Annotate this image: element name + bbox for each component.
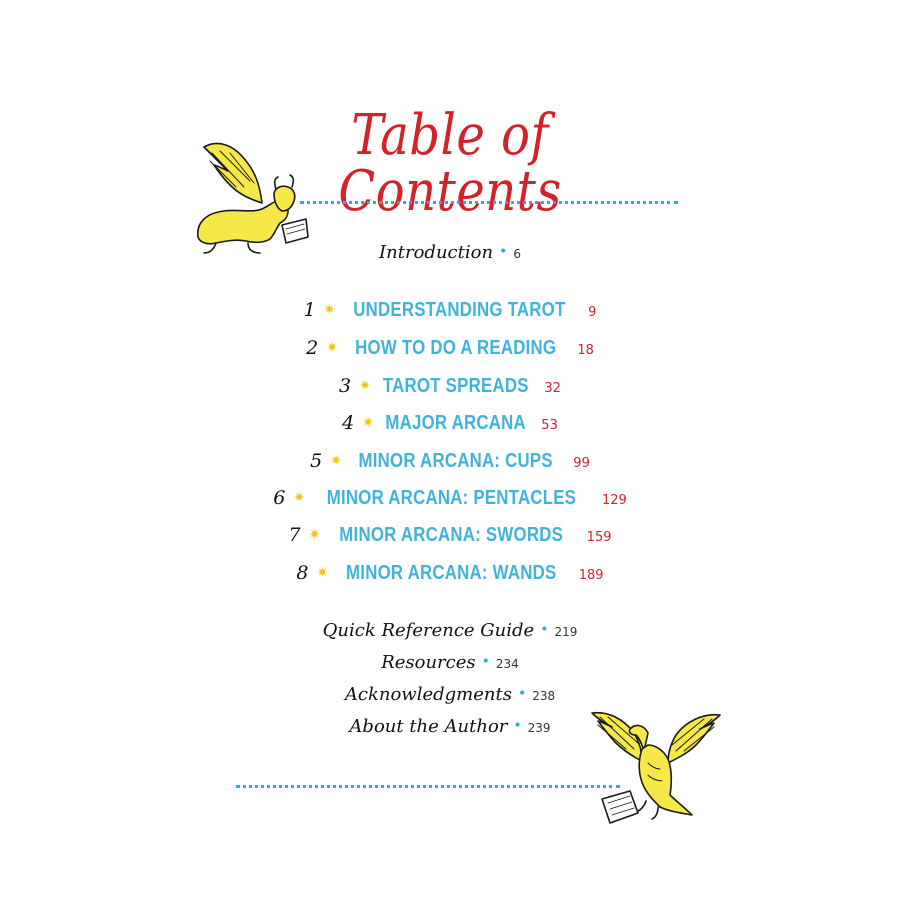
back-matter-page: 238 [532, 689, 556, 703]
introduction-page: 6 [513, 247, 521, 261]
back-matter-label: Resources [381, 652, 476, 673]
chapter-title: MINOR ARCANA: PENTACLES [326, 487, 577, 509]
star-icon: ✷ [326, 340, 338, 356]
introduction-label: Introduction [379, 242, 494, 263]
toc-chapter-row[interactable] [150, 562, 750, 585]
chapter-number: 3 [339, 375, 352, 397]
bottom-dotted-divider [236, 785, 620, 788]
chapter-number: 5 [310, 450, 323, 472]
chapter-page: 129 [601, 493, 627, 508]
back-matter-label: About the Author [349, 716, 508, 737]
toc-chapter-row[interactable] [150, 487, 750, 510]
chapter-page: 159 [586, 530, 612, 545]
chapter-title: TAROT SPREADS [382, 375, 529, 397]
toc-chapter-row[interactable] [150, 337, 750, 360]
back-matter-page: 234 [495, 657, 519, 671]
back-matter-separator: • [513, 718, 522, 734]
chapter-page: 32 [544, 381, 561, 396]
star-icon: ✷ [362, 415, 374, 431]
chapter-title: UNDERSTANDING TAROT [353, 299, 566, 321]
toc-chapter-row[interactable] [150, 524, 750, 547]
chapter-number: 2 [306, 337, 319, 359]
back-matter-label: Quick Reference Guide [322, 620, 535, 641]
back-matter-separator: • [481, 654, 490, 670]
chapter-number: 4 [342, 412, 355, 434]
page-title: Table of Contents [338, 103, 562, 224]
star-icon: ✷ [323, 302, 336, 318]
chapter-number: 7 [288, 524, 301, 546]
toc-chapter-row[interactable] [150, 375, 750, 398]
chapter-page: 53 [541, 418, 558, 433]
chapter-page: 9 [588, 305, 597, 320]
star-icon: ✷ [359, 378, 371, 394]
eagle-with-book-icon [588, 703, 723, 828]
chapter-number: 6 [273, 487, 286, 509]
chapter-number: 8 [296, 562, 309, 584]
chapter-page: 189 [578, 568, 604, 583]
toc-chapter-row[interactable] [150, 412, 750, 435]
back-matter-label: Acknowledgments [344, 684, 512, 705]
toc-chapter-row[interactable] [150, 299, 750, 322]
chapter-page: 18 [577, 343, 594, 358]
star-icon: ✷ [316, 565, 329, 581]
toc-chapter-row[interactable] [150, 450, 750, 473]
chapter-page: 99 [573, 456, 590, 471]
introduction-separator: • [499, 244, 508, 260]
chapter-title: HOW TO DO A READING [355, 337, 557, 359]
back-matter-separator: • [517, 686, 527, 702]
toc-entry-back-matter[interactable] [150, 620, 750, 641]
chapter-title: MINOR ARCANA: CUPS [358, 450, 553, 472]
chapter-number: 1 [303, 299, 316, 321]
star-icon: ✷ [293, 490, 306, 506]
star-icon: ✷ [308, 527, 321, 543]
back-matter-separator: • [540, 622, 549, 638]
back-matter-page: 239 [527, 721, 551, 735]
toc-entry-back-matter[interactable] [150, 652, 750, 673]
toc-entry-introduction[interactable] [150, 242, 750, 263]
back-matter-page: 219 [554, 625, 578, 639]
top-dotted-divider [300, 201, 678, 204]
chapter-title: MAJOR ARCANA [385, 412, 526, 434]
star-icon: ✷ [330, 453, 342, 469]
chapter-title: MINOR ARCANA: SWORDS [339, 524, 564, 546]
chapter-title: MINOR ARCANA: WANDS [346, 562, 557, 584]
toc-entry-back-matter[interactable] [150, 684, 750, 705]
